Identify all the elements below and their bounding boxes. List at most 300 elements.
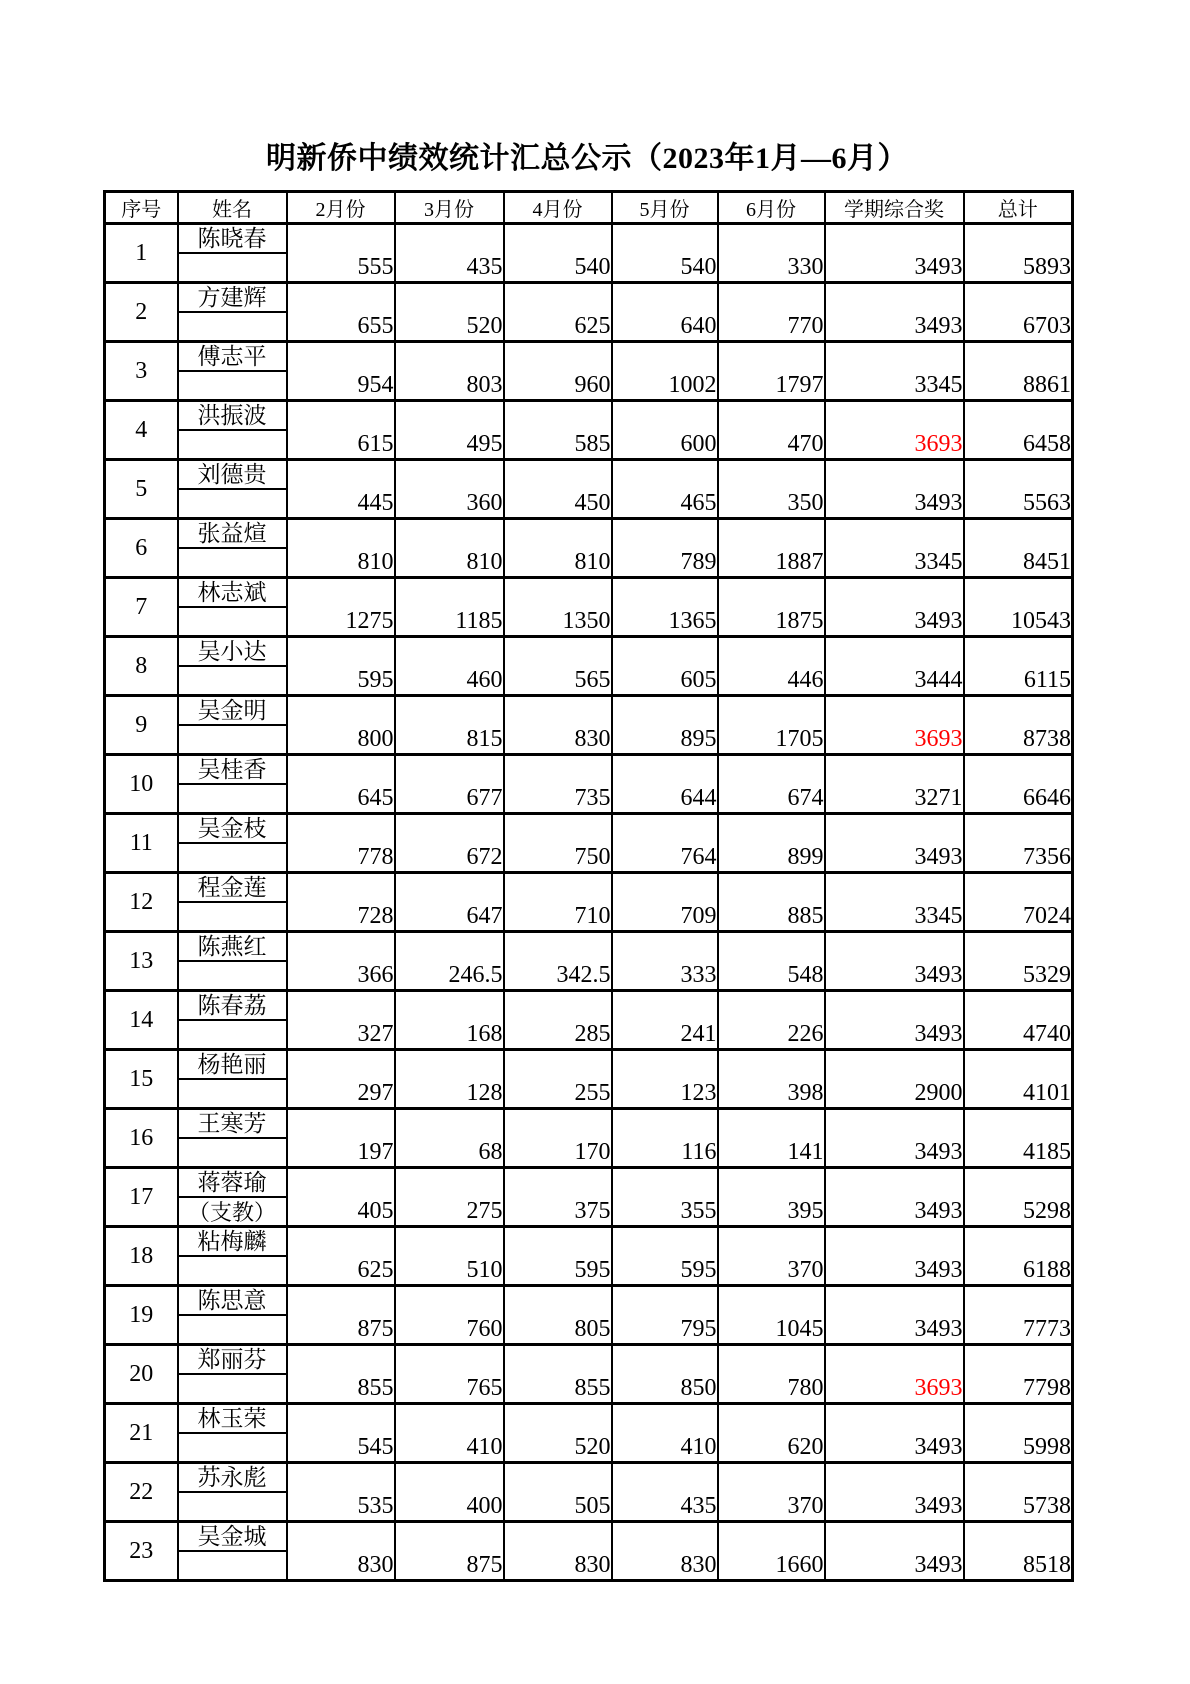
- table-row: [105, 224, 1073, 283]
- teacher-name: 吴金明: [197, 698, 267, 723]
- feb-cell: 810: [287, 519, 395, 578]
- name-cell: [178, 1404, 287, 1463]
- name-note: （支教）: [187, 1200, 276, 1225]
- may-cell: 795: [612, 1286, 718, 1345]
- apr-cell: 855: [504, 1345, 612, 1404]
- name-cell: [178, 1522, 287, 1581]
- apr-cell: 1350: [504, 578, 612, 637]
- award-cell: 3693: [825, 696, 964, 755]
- apr-cell: 805: [504, 1286, 612, 1345]
- name-cell: [178, 1345, 287, 1404]
- row-number: 19: [129, 1301, 154, 1328]
- mar-cell: 1185: [395, 578, 504, 637]
- jun-cell: 398: [718, 1050, 825, 1109]
- jun-cell: 395: [718, 1168, 825, 1227]
- seq-cell: [105, 1168, 178, 1227]
- name-box: [179, 638, 286, 667]
- name-cell: [178, 1168, 287, 1227]
- name-box: [179, 756, 286, 785]
- mar-cell: 68: [395, 1109, 504, 1168]
- name-note: [179, 1080, 286, 1107]
- apr-cell: 585: [504, 401, 612, 460]
- teacher-name: 张益煊: [197, 521, 267, 546]
- name-box: [179, 874, 286, 903]
- feb-cell: 327: [287, 991, 395, 1050]
- seq-cell: [105, 755, 178, 814]
- mar-cell: 246.5: [395, 932, 504, 991]
- total-cell: 5298: [964, 1168, 1073, 1227]
- name-cell: [178, 578, 287, 637]
- name-note: [179, 1139, 286, 1166]
- seq-cell: [105, 873, 178, 932]
- may-cell: 764: [612, 814, 718, 873]
- mar-cell: 672: [395, 814, 504, 873]
- row-number: 23: [129, 1537, 154, 1564]
- mar-cell: 168: [395, 991, 504, 1050]
- jun-cell: 674: [718, 755, 825, 814]
- mar-cell: 495: [395, 401, 504, 460]
- table-row: [105, 991, 1073, 1050]
- row-number: 7: [135, 593, 148, 620]
- seq-cell: [105, 460, 178, 519]
- name-box: [179, 815, 286, 844]
- name-cell: [178, 1227, 287, 1286]
- jun-cell: 330: [718, 224, 825, 283]
- mar-cell: 647: [395, 873, 504, 932]
- table-row: [105, 1522, 1073, 1581]
- row-number: 10: [129, 770, 154, 797]
- row-number: 2: [135, 298, 148, 325]
- name-cell: [178, 1463, 287, 1522]
- apr-cell: 710: [504, 873, 612, 932]
- name-box: [179, 520, 286, 549]
- may-cell: 895: [612, 696, 718, 755]
- table-row: [105, 1345, 1073, 1404]
- seq-cell: [105, 401, 178, 460]
- name-note: [179, 372, 286, 399]
- may-cell: 640: [612, 283, 718, 342]
- name-note: [179, 490, 286, 517]
- name-note: [179, 785, 286, 812]
- award-cell: 3693: [825, 1345, 964, 1404]
- feb-cell: 875: [287, 1286, 395, 1345]
- may-cell: 605: [612, 637, 718, 696]
- table-row: [105, 342, 1073, 401]
- table-row: [105, 283, 1073, 342]
- total-cell: 7773: [964, 1286, 1073, 1345]
- name-cell: [178, 1050, 287, 1109]
- apr-cell: 170: [504, 1109, 612, 1168]
- teacher-name: 洪振波: [197, 403, 267, 428]
- jun-cell: 770: [718, 283, 825, 342]
- may-cell: 595: [612, 1227, 718, 1286]
- name-note: [179, 1375, 286, 1402]
- name-box: [179, 343, 286, 372]
- header-apr: 4月份: [504, 192, 612, 224]
- award-cell: 3493: [825, 1109, 964, 1168]
- apr-cell: 750: [504, 814, 612, 873]
- name-box: [179, 1346, 286, 1375]
- teacher-name: 王寒芳: [197, 1111, 267, 1136]
- name-cell: [178, 342, 287, 401]
- name-note: [179, 431, 286, 458]
- header-semester-award: 学期综合奖: [825, 192, 964, 224]
- may-cell: 465: [612, 460, 718, 519]
- table-row: [105, 1463, 1073, 1522]
- mar-cell: 410: [395, 1404, 504, 1463]
- name-note: [179, 549, 286, 576]
- name-cell: [178, 1286, 287, 1345]
- mar-cell: 275: [395, 1168, 504, 1227]
- name-note: [179, 962, 286, 989]
- feb-cell: 297: [287, 1050, 395, 1109]
- table-row: [105, 1286, 1073, 1345]
- may-cell: 709: [612, 873, 718, 932]
- teacher-name: 林玉荣: [197, 1406, 267, 1431]
- table-row: [105, 696, 1073, 755]
- performance-table: [103, 190, 1074, 1582]
- jun-cell: 1705: [718, 696, 825, 755]
- total-cell: 4185: [964, 1109, 1073, 1168]
- award-cell: 3444: [825, 637, 964, 696]
- name-note: [179, 1257, 286, 1284]
- jun-cell: 446: [718, 637, 825, 696]
- teacher-name: 陈思意: [197, 1288, 267, 1313]
- mar-cell: 677: [395, 755, 504, 814]
- row-number: 17: [129, 1183, 154, 1210]
- jun-cell: 226: [718, 991, 825, 1050]
- name-box: [179, 402, 286, 431]
- table-row: [105, 519, 1073, 578]
- award-cell: 3693: [825, 401, 964, 460]
- header-seq: 序号: [105, 192, 178, 224]
- total-cell: 6703: [964, 283, 1073, 342]
- teacher-name: 陈晓春: [197, 226, 267, 251]
- table-row: [105, 873, 1073, 932]
- jun-cell: 620: [718, 1404, 825, 1463]
- mar-cell: 765: [395, 1345, 504, 1404]
- apr-cell: 735: [504, 755, 612, 814]
- mar-cell: 435: [395, 224, 504, 283]
- mar-cell: 510: [395, 1227, 504, 1286]
- table-body: [105, 224, 1073, 1581]
- name-box: [179, 461, 286, 490]
- seq-cell: [105, 519, 178, 578]
- feb-cell: 445: [287, 460, 395, 519]
- may-cell: 410: [612, 1404, 718, 1463]
- total-cell: 5893: [964, 224, 1073, 283]
- award-cell: 3345: [825, 342, 964, 401]
- award-cell: 3493: [825, 1463, 964, 1522]
- table-row: [105, 814, 1073, 873]
- row-number: 15: [129, 1065, 154, 1092]
- award-cell: 3493: [825, 224, 964, 283]
- feb-cell: 728: [287, 873, 395, 932]
- seq-cell: [105, 1522, 178, 1581]
- may-cell: 830: [612, 1522, 718, 1581]
- jun-cell: 141: [718, 1109, 825, 1168]
- header-jun: 6月份: [718, 192, 825, 224]
- mar-cell: 815: [395, 696, 504, 755]
- award-cell: 3493: [825, 1522, 964, 1581]
- award-cell: 3493: [825, 932, 964, 991]
- total-cell: 5998: [964, 1404, 1073, 1463]
- name-cell: [178, 283, 287, 342]
- jun-cell: 470: [718, 401, 825, 460]
- apr-cell: 565: [504, 637, 612, 696]
- apr-cell: 830: [504, 696, 612, 755]
- apr-cell: 540: [504, 224, 612, 283]
- total-cell: 8518: [964, 1522, 1073, 1581]
- name-cell: [178, 224, 287, 283]
- may-cell: 644: [612, 755, 718, 814]
- name-note: [179, 1552, 286, 1579]
- teacher-name: 吴金城: [197, 1524, 267, 1549]
- apr-cell: 520: [504, 1404, 612, 1463]
- may-cell: 789: [612, 519, 718, 578]
- name-note: [179, 313, 286, 340]
- table-row: [105, 1227, 1073, 1286]
- table-row: [105, 578, 1073, 637]
- name-box: [179, 1169, 286, 1198]
- may-cell: 116: [612, 1109, 718, 1168]
- seq-cell: [105, 1463, 178, 1522]
- seq-cell: [105, 1227, 178, 1286]
- mar-cell: 520: [395, 283, 504, 342]
- row-number: 8: [135, 652, 148, 679]
- seq-cell: [105, 814, 178, 873]
- table-row: [105, 1404, 1073, 1463]
- apr-cell: 255: [504, 1050, 612, 1109]
- name-cell: [178, 637, 287, 696]
- total-cell: 6646: [964, 755, 1073, 814]
- name-note: [179, 844, 286, 871]
- award-cell: 3271: [825, 755, 964, 814]
- teacher-name: 傅志平: [197, 344, 267, 369]
- may-cell: 1365: [612, 578, 718, 637]
- teacher-name: 陈燕红: [197, 934, 267, 959]
- teacher-name: 粘梅麟: [197, 1229, 267, 1254]
- seq-cell: [105, 1345, 178, 1404]
- total-cell: 7024: [964, 873, 1073, 932]
- table-row: [105, 637, 1073, 696]
- total-cell: 8738: [964, 696, 1073, 755]
- jun-cell: 885: [718, 873, 825, 932]
- may-cell: 123: [612, 1050, 718, 1109]
- name-box: [179, 697, 286, 726]
- page-title: 明新侨中绩效统计汇总公示（2023年1月—6月）: [266, 142, 908, 175]
- name-note: [179, 903, 286, 930]
- row-number: 12: [129, 888, 154, 915]
- award-cell: 2900: [825, 1050, 964, 1109]
- seq-cell: [105, 696, 178, 755]
- feb-cell: 625: [287, 1227, 395, 1286]
- award-cell: 3345: [825, 873, 964, 932]
- teacher-name: 程金莲: [197, 875, 267, 900]
- apr-cell: 960: [504, 342, 612, 401]
- award-cell: 3493: [825, 814, 964, 873]
- seq-cell: [105, 1050, 178, 1109]
- header-row: [105, 192, 1073, 224]
- feb-cell: 535: [287, 1463, 395, 1522]
- row-number: 5: [135, 475, 148, 502]
- seq-cell: [105, 342, 178, 401]
- award-cell: 3493: [825, 578, 964, 637]
- apr-cell: 830: [504, 1522, 612, 1581]
- feb-cell: 954: [287, 342, 395, 401]
- feb-cell: 405: [287, 1168, 395, 1227]
- apr-cell: 450: [504, 460, 612, 519]
- total-cell: 4101: [964, 1050, 1073, 1109]
- mar-cell: 460: [395, 637, 504, 696]
- total-cell: 7356: [964, 814, 1073, 873]
- total-cell: 5563: [964, 460, 1073, 519]
- feb-cell: 366: [287, 932, 395, 991]
- total-cell: 5738: [964, 1463, 1073, 1522]
- apr-cell: 285: [504, 991, 612, 1050]
- feb-cell: 645: [287, 755, 395, 814]
- seq-cell: [105, 283, 178, 342]
- may-cell: 333: [612, 932, 718, 991]
- seq-cell: [105, 1286, 178, 1345]
- teacher-name: 吴小达: [197, 639, 267, 664]
- award-cell: 3493: [825, 1404, 964, 1463]
- row-number: 9: [135, 711, 148, 738]
- mar-cell: 803: [395, 342, 504, 401]
- teacher-name: 郑丽芬: [197, 1347, 267, 1372]
- feb-cell: 855: [287, 1345, 395, 1404]
- table-row: [105, 1109, 1073, 1168]
- total-cell: 7798: [964, 1345, 1073, 1404]
- teacher-name: 刘德贵: [197, 462, 267, 487]
- may-cell: 540: [612, 224, 718, 283]
- mar-cell: 360: [395, 460, 504, 519]
- teacher-name: 苏永彪: [197, 1465, 267, 1490]
- teacher-name: 林志斌: [197, 580, 267, 605]
- teacher-name: 陈春荔: [197, 993, 267, 1018]
- name-note: [179, 1434, 286, 1461]
- jun-cell: 548: [718, 932, 825, 991]
- row-number: 16: [129, 1124, 154, 1151]
- seq-cell: [105, 578, 178, 637]
- seq-cell: [105, 991, 178, 1050]
- seq-cell: [105, 224, 178, 283]
- seq-cell: [105, 637, 178, 696]
- row-number: 18: [129, 1242, 154, 1269]
- may-cell: 600: [612, 401, 718, 460]
- row-number: 6: [135, 534, 148, 561]
- name-note: [179, 667, 286, 694]
- feb-cell: 778: [287, 814, 395, 873]
- feb-cell: 615: [287, 401, 395, 460]
- total-cell: 6188: [964, 1227, 1073, 1286]
- feb-cell: 545: [287, 1404, 395, 1463]
- row-number: 22: [129, 1478, 154, 1505]
- header-name: 姓名: [178, 192, 287, 224]
- award-cell: 3493: [825, 1227, 964, 1286]
- name-box: [179, 933, 286, 962]
- row-number: 14: [129, 1006, 154, 1033]
- table-row: [105, 460, 1073, 519]
- name-cell: [178, 932, 287, 991]
- feb-cell: 655: [287, 283, 395, 342]
- name-cell: [178, 696, 287, 755]
- total-cell: 6115: [964, 637, 1073, 696]
- name-box: [179, 992, 286, 1021]
- name-note: [179, 1316, 286, 1343]
- jun-cell: 370: [718, 1227, 825, 1286]
- award-cell: 3493: [825, 460, 964, 519]
- row-number: 21: [129, 1419, 154, 1446]
- may-cell: 355: [612, 1168, 718, 1227]
- name-cell: [178, 519, 287, 578]
- total-cell: 4740: [964, 991, 1073, 1050]
- apr-cell: 625: [504, 283, 612, 342]
- name-box: [179, 1110, 286, 1139]
- name-cell: [178, 873, 287, 932]
- row-number: 11: [129, 829, 153, 856]
- teacher-name: 蒋蓉瑜: [197, 1170, 267, 1195]
- header-feb: 2月份: [287, 192, 395, 224]
- jun-cell: 899: [718, 814, 825, 873]
- feb-cell: 595: [287, 637, 395, 696]
- award-cell: 3493: [825, 1168, 964, 1227]
- name-box: [179, 1051, 286, 1080]
- feb-cell: 830: [287, 1522, 395, 1581]
- mar-cell: 760: [395, 1286, 504, 1345]
- table-row: [105, 1050, 1073, 1109]
- seq-cell: [105, 1109, 178, 1168]
- apr-cell: 375: [504, 1168, 612, 1227]
- may-cell: 1002: [612, 342, 718, 401]
- feb-cell: 800: [287, 696, 395, 755]
- mar-cell: 128: [395, 1050, 504, 1109]
- header-may: 5月份: [612, 192, 718, 224]
- name-note: [179, 608, 286, 635]
- jun-cell: 1887: [718, 519, 825, 578]
- name-note: [179, 1493, 286, 1520]
- name-box: [179, 1228, 286, 1257]
- mar-cell: 810: [395, 519, 504, 578]
- name-note: [179, 726, 286, 753]
- teacher-name: 吴桂香: [197, 757, 267, 782]
- apr-cell: 595: [504, 1227, 612, 1286]
- row-number: 13: [129, 947, 154, 974]
- jun-cell: 370: [718, 1463, 825, 1522]
- name-cell: [178, 991, 287, 1050]
- may-cell: 435: [612, 1463, 718, 1522]
- apr-cell: 810: [504, 519, 612, 578]
- name-cell: [178, 755, 287, 814]
- name-box: [179, 1464, 286, 1493]
- seq-cell: [105, 932, 178, 991]
- name-box: [179, 1405, 286, 1434]
- total-cell: 8861: [964, 342, 1073, 401]
- row-number: 1: [135, 239, 148, 266]
- name-cell: [178, 814, 287, 873]
- document-content: [103, 133, 1071, 1582]
- row-number: 4: [135, 416, 148, 443]
- table-row: [105, 932, 1073, 991]
- table-row: [105, 1168, 1073, 1227]
- feb-cell: 555: [287, 224, 395, 283]
- apr-cell: 505: [504, 1463, 612, 1522]
- award-cell: 3493: [825, 991, 964, 1050]
- table-row: [105, 755, 1073, 814]
- mar-cell: 875: [395, 1522, 504, 1581]
- total-cell: 6458: [964, 401, 1073, 460]
- name-cell: [178, 460, 287, 519]
